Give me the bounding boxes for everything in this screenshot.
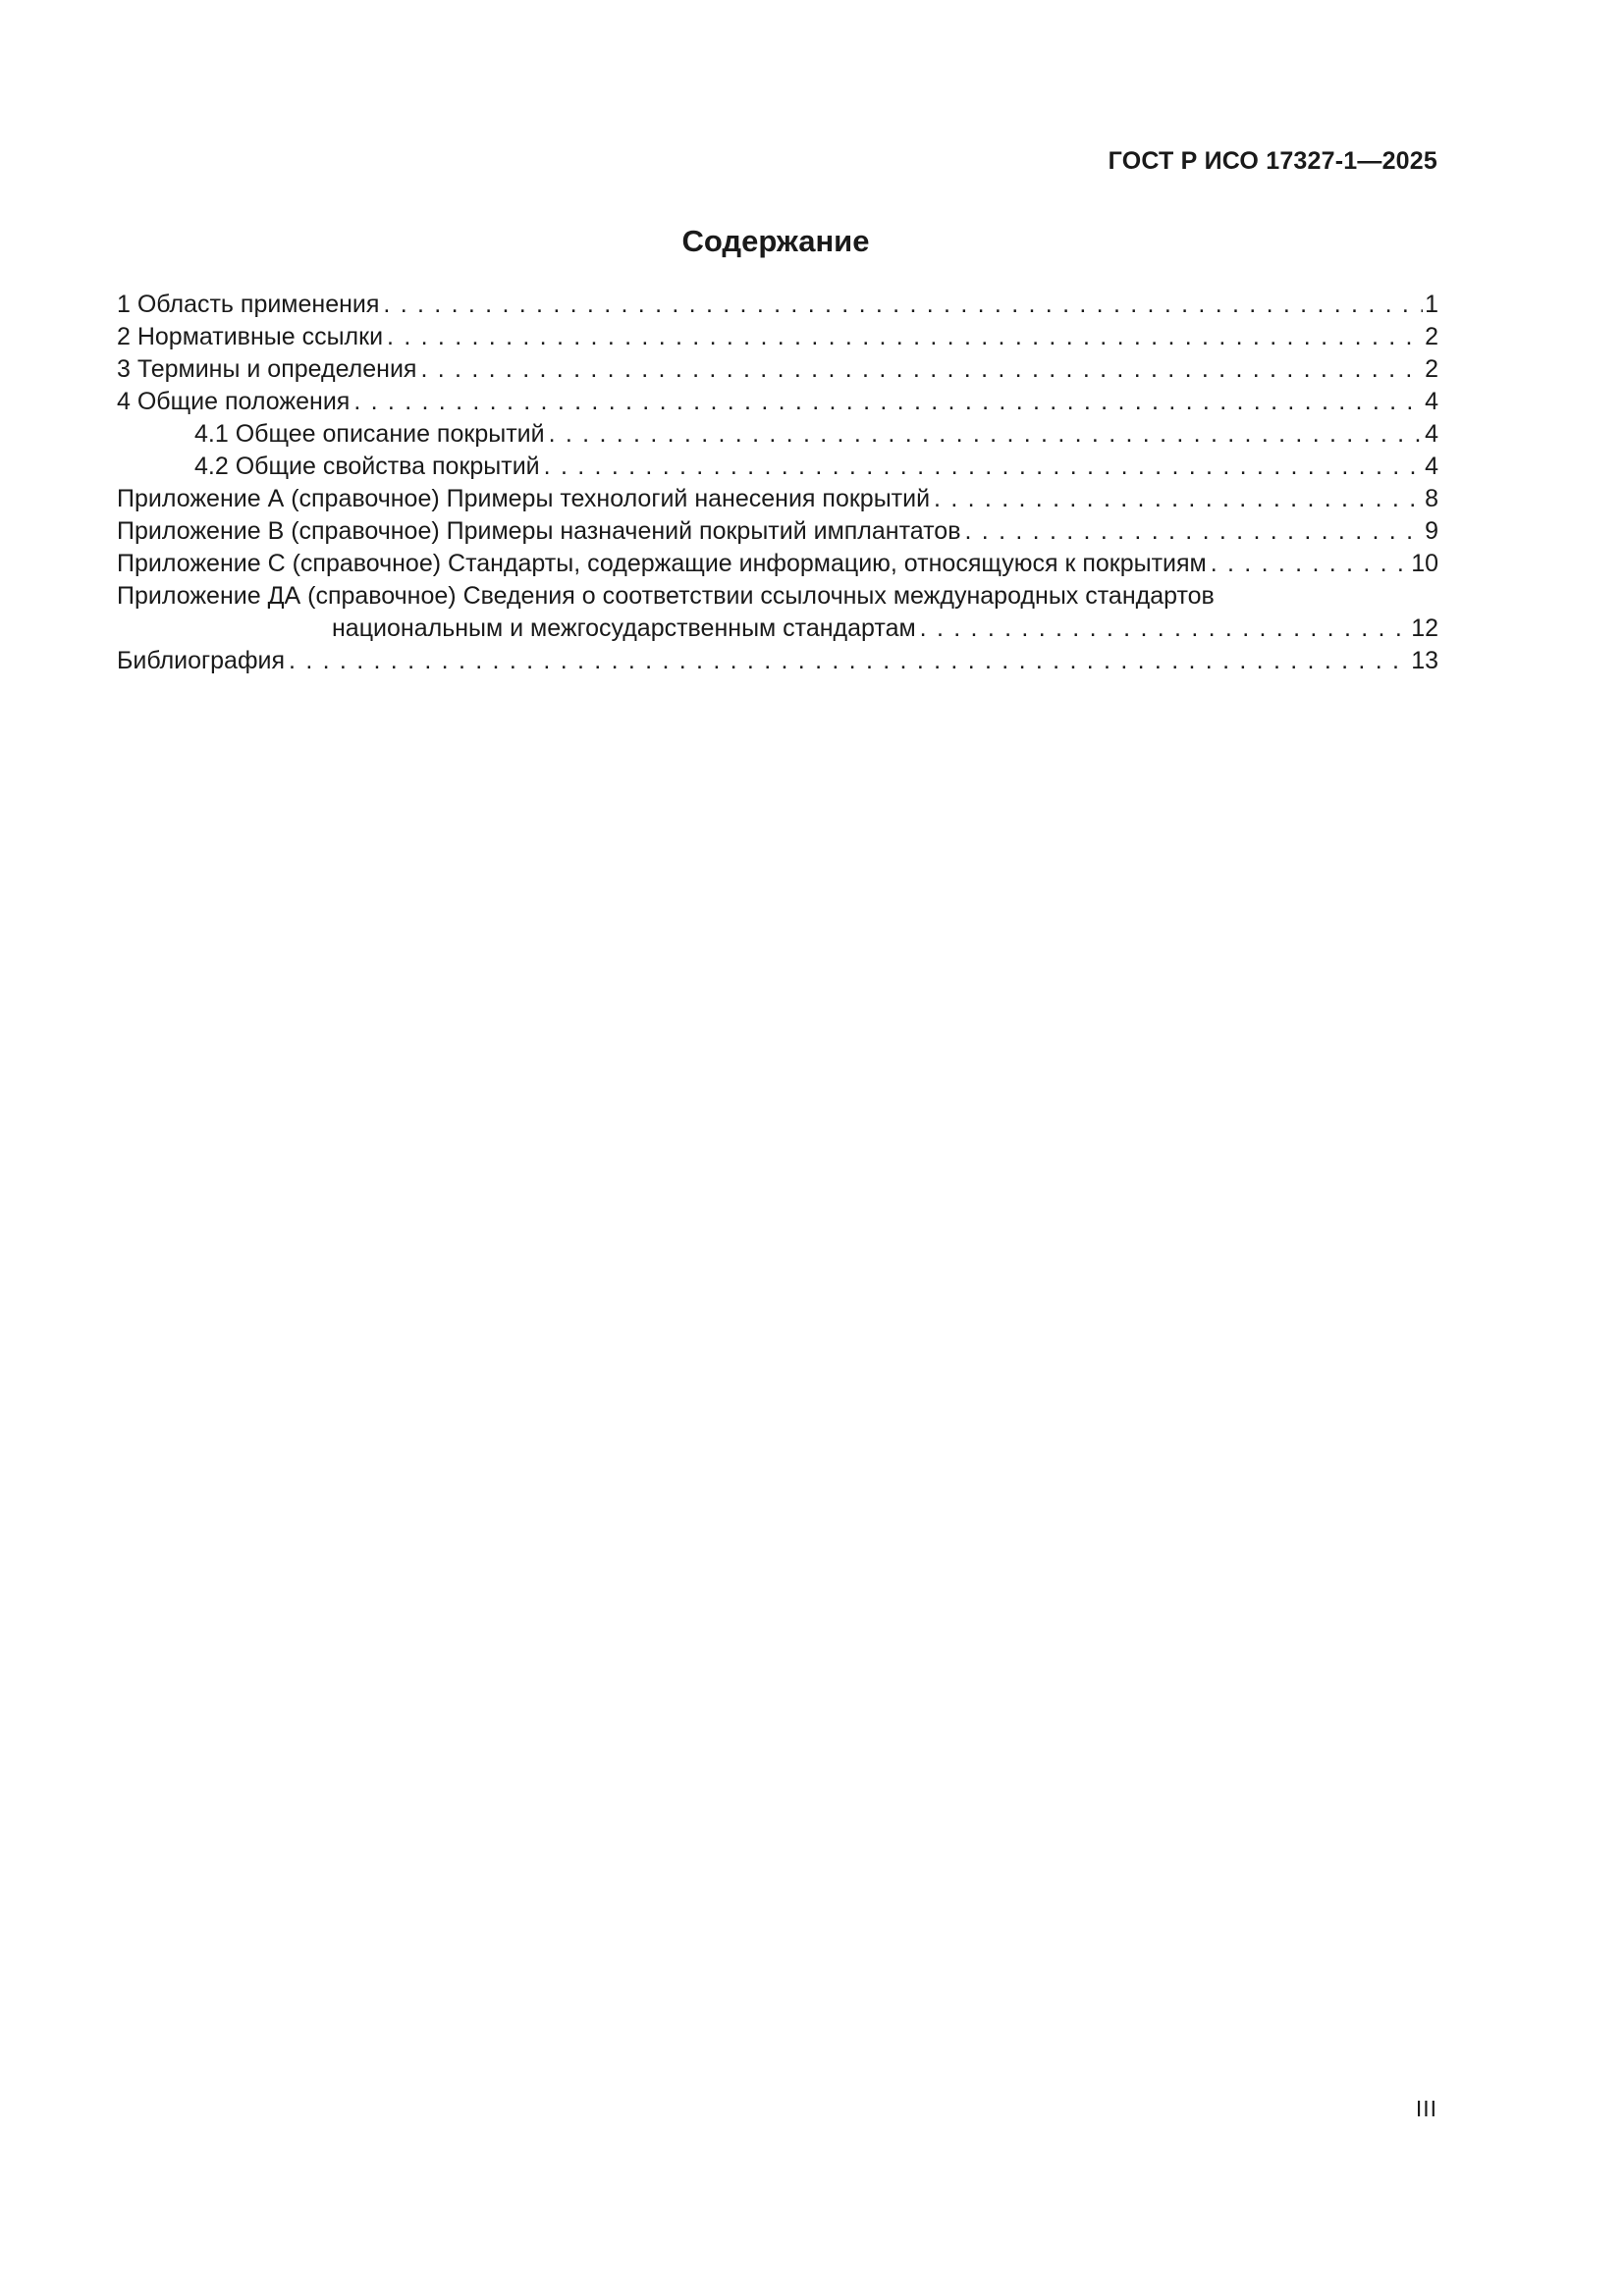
toc-page-number: 4 [1425,388,1438,415]
dot-leader [289,645,1409,677]
toc-entry-annex-b[interactable] [117,515,1438,548]
toc-entry-label: Приложение А (справочное) Примеры технологий нанесения покрытий [117,485,931,512]
dot-leader [934,483,1423,515]
toc-page-number: 8 [1425,485,1438,512]
toc-entry-label: Приложение ДА (справочное) Сведения о соответствии ссылочных международных стандартов [117,582,1215,610]
toc-entry-label: 1 Область применения [117,291,380,318]
dot-leader [383,289,1423,321]
toc-entry-label: Приложение С (справочное) Стандарты, содержащие информацию, относящуюся к покрытиям [117,550,1207,577]
toc-entry-bibliography[interactable] [117,645,1438,677]
toc-page-number: 4 [1425,420,1438,448]
dot-leader [549,418,1424,451]
toc-entry-annex-c[interactable] [117,548,1438,580]
toc-page-number: 13 [1411,647,1438,674]
toc-page-number: 12 [1411,614,1438,642]
toc-page-number: 10 [1411,550,1438,577]
toc-entry-label: 4.1 Общее описание покрытий [194,420,545,448]
toc-title: Содержание [681,224,870,258]
table-of-contents [117,289,1438,677]
toc-entry-coatings-properties[interactable] [117,451,1438,483]
toc-entry-label: 3 Термины и определения [117,355,417,383]
toc-entry-general-provisions[interactable] [117,386,1438,418]
toc-entry-label: 4.2 Общие свойства покрытий [194,453,540,480]
toc-page-number: 2 [1425,355,1438,383]
dot-leader [387,321,1423,353]
dot-leader [353,386,1423,418]
toc-entry-coatings-description[interactable] [117,418,1438,451]
dot-leader [1211,548,1409,580]
toc-entry-label: Библиография [117,647,286,674]
toc-entry-scope[interactable] [117,289,1438,321]
toc-entry-label-continuation: национальным и межгосударственным стандартам [332,614,916,642]
dot-leader [544,451,1423,483]
toc-entry-normative-references[interactable] [117,321,1438,353]
toc-entry-annex-da[interactable] [117,580,1438,645]
dot-leader [965,515,1424,548]
toc-page-number: 1 [1425,291,1438,318]
toc-entry-label: 2 Нормативные ссылки [117,323,384,350]
toc-entry-label: 4 Общие положения [117,388,351,415]
toc-entry-annex-a[interactable] [117,483,1438,515]
toc-entry-label: Приложение В (справочное) Примеры назначений покрытий имплантатов [117,517,961,545]
toc-page-number: 2 [1425,323,1438,350]
toc-entry-terms-definitions[interactable] [117,353,1438,386]
toc-page-number: 4 [1425,453,1438,480]
dot-leader [920,613,1410,645]
standard-designation: ГОСТ Р ИСО 17327-1—2025 [1108,147,1437,175]
toc-entry-continuation [117,613,1438,645]
dot-leader [420,353,1423,386]
page-number: III [1415,2096,1437,2121]
toc-page-number: 9 [1425,517,1438,545]
